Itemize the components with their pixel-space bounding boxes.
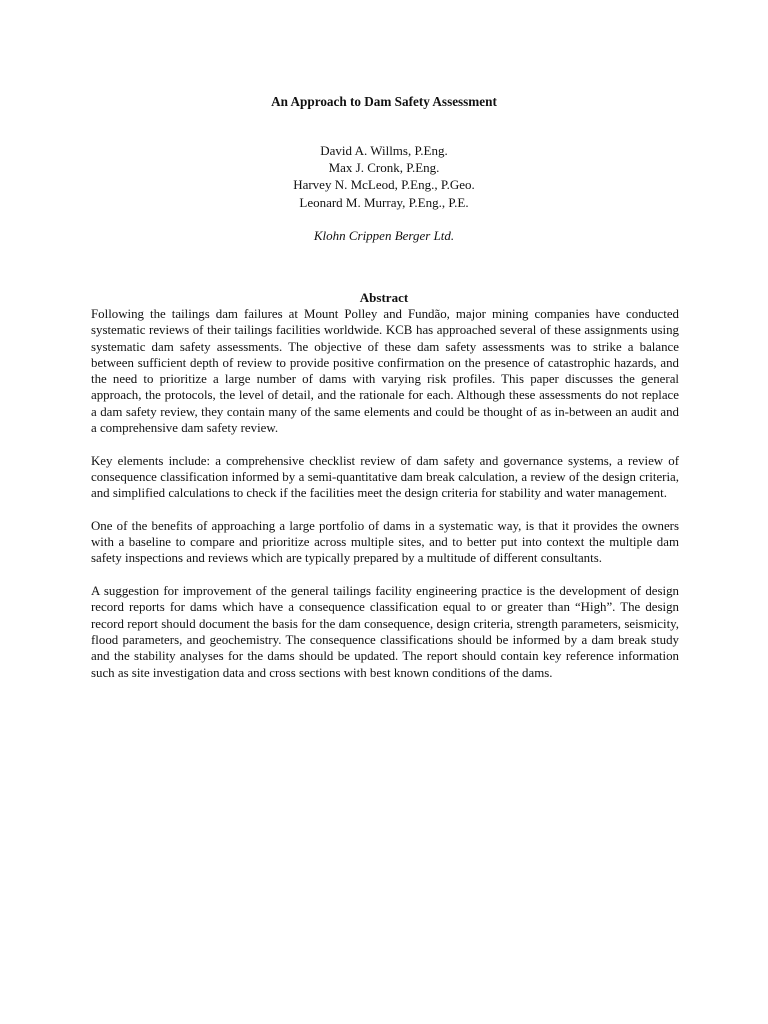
abstract-heading: Abstract — [359, 290, 409, 305]
abstract-paragraph: Following the tailings dam failures at Mount Polley and Fundão, major mining companies have conducted systematic reviews of their tailings facilities worldwide. KCB has approached several of these assignments using systematic dam safety assessments. The objective of these dam safety assessments was to strike a balance between sufficient depth of review to provide positive confirmation on the presence of catastrophic hazards, and the need to prioritize a large number of dams with varying risk profiles. This paper discusses the general approach, the protocols, the level of detail, and the rationale for each. Although these assessments do not replace a dam safety review, they contain many of the same elements and could be thought of as in-between an audit and a comprehensive dam safety review. — [91, 307, 679, 436]
author-name: Leonard M. Murray, P.Eng., P.E. — [299, 194, 469, 210]
author-name: Max J. Cronk, P.Eng. — [328, 160, 440, 176]
author-name: Harvey N. McLeod, P.Eng., P.Geo. — [293, 177, 475, 193]
abstract-body — [91, 306, 679, 697]
body-paragraph: One of the benefits of approaching a large portfolio of dams in a systematic way, is that it provides the owners with a baseline to compare and prioritize across multiple sites, and to better put into context the multiple dam safety inspections and reviews which are typically prepared by a multitude of different consultants. — [91, 518, 679, 566]
paper-title: An Approach to Dam Safety Assessment — [271, 94, 497, 109]
affiliation: Klohn Crippen Berger Ltd. — [313, 228, 455, 243]
author-name: David A. Willms, P.Eng. — [320, 143, 448, 158]
body-paragraph: Key elements include: a comprehensive checklist review of dam safety and governance systems, a review of consequence classification informed by a semi-quantitative dam break calculation, a review of the design criteria, and simplified calculations to check if the facilities meet the design criteria for stability and water management. — [91, 453, 679, 501]
author-list — [0, 142, 768, 211]
body-paragraph: A suggestion for improvement of the general tailings facility engineering practice is the development of design record reports for dams which have a consequence classification equal to or greater than “High”. The design record report should document the basis for the dam consequence, design criteria, strength parameters, seismicity, flood parameters, and geochemistry. The consequence classifications should be informed by a dam break study and the stability analyses for the dams should be updated. The report should contain key reference information such as site investigation data and cross sections with best known conditions of the dams. — [91, 584, 679, 680]
